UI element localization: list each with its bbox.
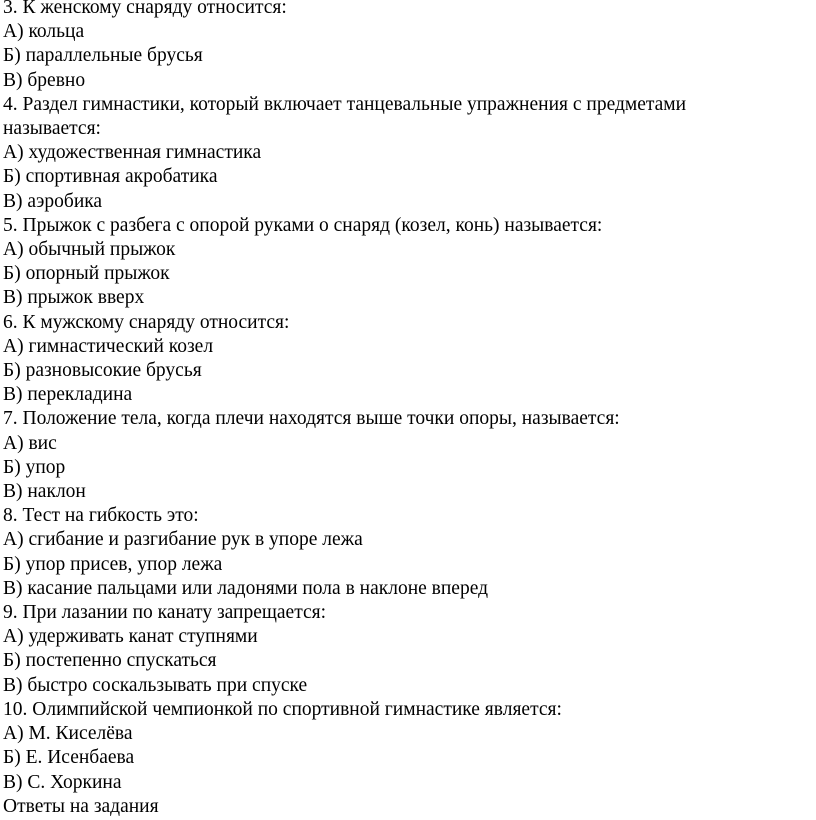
question-4-option-c: В) аэробика	[3, 190, 103, 212]
question-6-option-b: Б) разновысокие брусья	[3, 360, 202, 382]
question-10: 10. Олимпийской чемпионкой по спортивной гимнастике является:	[3, 698, 562, 720]
question-3: 3. К женскому снаряду относится:	[3, 0, 287, 18]
question-7-option-a: А) вис	[3, 432, 57, 454]
question-10-option-b: Б) Е. Исенбаева	[3, 747, 135, 769]
question-5-option-a: А) обычный прыжок	[3, 239, 176, 261]
question-3-option-b: Б) параллельные брусья	[3, 45, 203, 67]
question-4-option-b: Б) спортивная акробатика	[3, 166, 218, 188]
question-7-option-c: В) наклон	[3, 481, 86, 503]
question-9: 9. При лазании по канату запрещается:	[3, 602, 327, 624]
question-4-line-1: 4. Раздел гимнастики, который включает танцевальные упражнения с предметами	[3, 93, 687, 115]
question-4-line-2: называется:	[3, 118, 101, 140]
question-5-option-c: В) прыжок вверх	[3, 287, 145, 309]
question-5-option-b: Б) опорный прыжок	[3, 263, 170, 285]
question-6-option-c: В) перекладина	[3, 384, 133, 406]
question-3-option-a: А) кольца	[3, 21, 85, 43]
question-8-option-a: А) сгибание и разгибание рук в упоре лежа	[3, 529, 363, 551]
question-9-option-c: В) быстро соскальзывать при спуске	[3, 674, 308, 696]
question-8-option-b: Б) упор присев, упор лежа	[3, 553, 223, 575]
question-6-option-a: А) гимнастический козел	[3, 335, 214, 357]
question-4-option-a: А) художественная гимнастика	[3, 142, 262, 164]
answers-heading: Ответы на задания	[3, 795, 159, 817]
question-10-option-c: В) С. Хоркина	[3, 771, 122, 793]
question-7: 7. Положение тела, когда плечи находятся выше точки опоры, называется:	[3, 408, 620, 430]
question-7-option-b: Б) упор	[3, 456, 66, 478]
question-8: 8. Тест на гибкость это:	[3, 505, 199, 527]
question-5: 5. Прыжок с разбега с опорой руками о снаряд (козел, конь) называется:	[3, 214, 603, 236]
question-3-option-c: В) бревно	[3, 69, 86, 91]
question-9-option-a: А) удерживать канат ступнями	[3, 626, 258, 648]
question-10-option-a: А) М. Киселёва	[3, 723, 133, 745]
question-9-option-b: Б) постепенно спускаться	[3, 650, 217, 672]
question-8-option-c: В) касание пальцами или ладонями пола в наклоне вперед	[3, 577, 489, 599]
question-6: 6. К мужскому снаряду относится:	[3, 311, 290, 333]
document-body	[3, 0, 813, 819]
